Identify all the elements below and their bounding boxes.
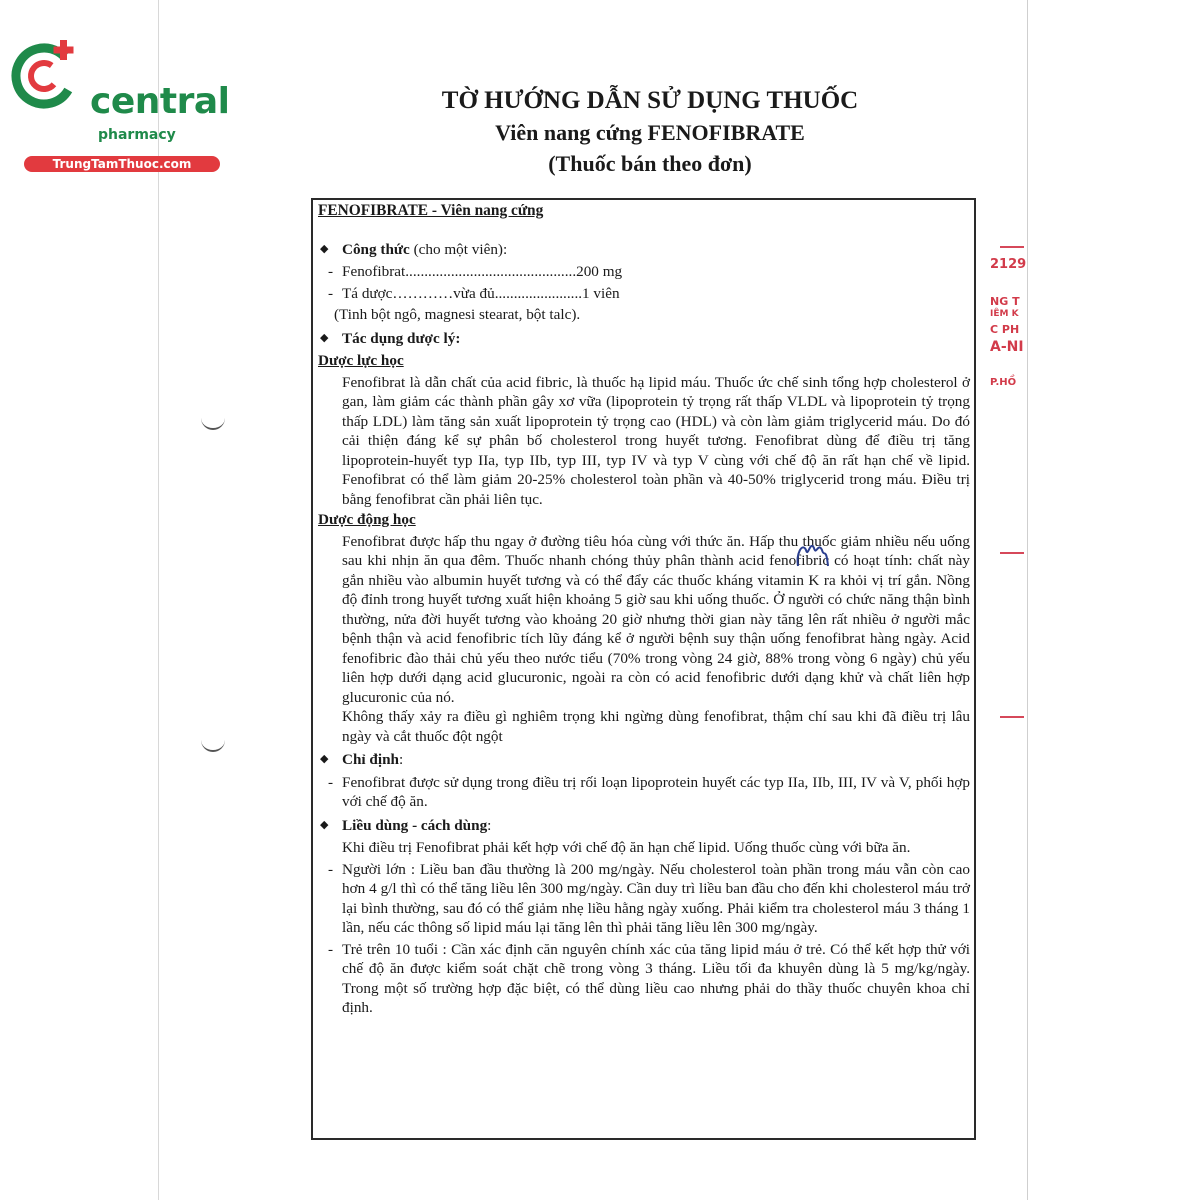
dosage-label: Liều dùng - cách dùng <box>342 816 488 834</box>
pharmacokinetics-text: Fenofibrat được hấp thu ngay ở đường tiêu hóa cùng với thức ăn. Hấp thu thuốc giảm nhiều nếu uống sau khi nhịn ăn qua đêm. Thuốc nhanh chóng thủy phân thành acid fenofibric có hoạt tính: chất này gắn nhiều vào albumin huyết tương và có thể đẩy các thuốc kháng vitamin K ra khỏi vị trí gắn. Nồng độ đỉnh trong huyết tương xuất hiện khoảng 5 giờ sau khi uống thuốc. Ở người có chức năng thận bình thường, nửa đời huyết tương vào khoảng 20 giờ nhưng thời gian này tăng lên rất nhiều ở người mắc bệnh thận và acid fenofibric tích lũy đáng kể ở người bệnh suy thận uống fenofibrat hàng ngày. Acid fenofibric đào thải chủ yếu theo nước tiểu (70% trong vòng 24 giờ, 88% trong vòng 6 ngày) chủ yếu liên hợp dưới dạng acid glucuronic, ngoài ra còn có acid fenofibric dưới dạng khử và chất liên hợp glucuronic của nó. <box>342 532 970 706</box>
diamond-bullet-icon: ◆ <box>320 818 329 831</box>
central-pharmacy-logo <box>10 38 230 171</box>
dash-mark: - <box>328 284 334 302</box>
indication-item <box>318 773 970 812</box>
pharmacokinetics-title: Dược động học <box>318 511 416 528</box>
prescription-note: (Thuốc bán theo đơn) <box>548 151 752 176</box>
stamp-line <box>1000 716 1024 718</box>
indication-label: Chỉ định <box>342 751 399 768</box>
content-body <box>318 201 970 1018</box>
box-title: FENOFIBRATE - Viên nang cứng <box>318 202 544 219</box>
dosage-label-suffix: : <box>487 816 492 834</box>
stamp-fragment: IÊM K <box>990 309 1019 319</box>
diamond-bullet-icon: ◆ <box>320 331 329 344</box>
pharmacology-heading <box>318 329 970 349</box>
stamp-fragment: NG T <box>990 295 1020 308</box>
logo-subtitle: pharmacy <box>98 127 176 143</box>
handwritten-initial <box>792 536 832 572</box>
indication-text: Fenofibrat được sử dụng trong điều trị rối loạn lipoprotein huyết các typ IIa, IIb, III, IV và V, phối hợp với chế độ ăn. <box>342 773 970 810</box>
dash-mark: - <box>328 263 334 280</box>
formula-row <box>318 284 970 304</box>
formula-row-text: Fenofibrat.............................................200 mg <box>342 263 623 280</box>
indication-label-suffix: : <box>399 751 404 768</box>
dosage-adult-text: Người lớn : Liều ban đầu thường là 200 mg/ngày. Nếu cholesterol toàn phần trong máu vẫn còn cao hơn 4 g/l thì có thể tăng liều lên 300 mg/ngày. Cần duy trì liều ban đầu cho đến khi cholesterol máu trở lại bình thường, sau đó có thể giảm nhẹ liều hằng ngày xuống. Phải kiểm tra cholesterol máu 3 tháng 1 lần, nếu các thông số lipid máu lại tăng lên thì phải tăng liều lên 300 mg/ngày. <box>342 860 970 936</box>
pharmacokinetics-text-2: Không thấy xảy ra điều gì nghiêm trọng khi ngừng dùng fenofibrat, thậm chí sau khi đã điều trị lâu ngày và cắt thuốc đột ngột <box>342 708 970 745</box>
formula-label: Công thức <box>342 240 410 258</box>
pharmacodynamics-text: Fenofibrat là dẫn chất của acid fibric, là thuốc hạ lipid máu. Thuốc ức chế sinh tổng hợp cholesterol ở gan, làm giảm các thành phần gây xơ vữa (lipoprotein tỷ trọng rất thấp VLDL và lipoprotein tỷ trọng thấp LDL) làm tăng sản xuất lipoprotein tỷ trọng cao (HDL) và còn làm giảm triglycerid máu. Do đó cải thiện đáng kể sự phân bố cholesterol trong huyết tương. Fenofibrat dùng để điều trị tăng lipoprotein-huyết typ IIa, typ IIb, typ III, typ IV và typ V cùng với chế độ ăn rất hạn chế về lipid. Fenofibrat có thể làm giảm 20-25% cholesterol toàn phần và 40-50% triglycerid trong máu. Điều trị bằng fenofibrat cần phải liên tục. <box>342 373 970 508</box>
formula-label-suffix: (cho một viên): <box>409 240 508 258</box>
dash-mark: - <box>328 773 334 791</box>
stamp-line <box>1000 246 1024 248</box>
pharmacodynamics-title: Dược lực học <box>318 352 404 369</box>
excipients: (Tinh bột ngô, magnesi stearat, bột talc). <box>334 306 581 323</box>
document-subtitle: Viên nang cứng FENOFIBRATE <box>495 120 805 145</box>
diamond-bullet-icon: ◆ <box>320 242 329 255</box>
logo-brand: central <box>90 81 230 122</box>
stamp-fragment: C PH <box>990 323 1020 336</box>
dosage-child-text: Trẻ trên 10 tuổi : Cần xác định căn nguyên chính xác của tăng lipid máu ở trẻ. Có thể kết hợp thử với chế độ ăn được kiểm soát chặt chẽ trong vòng 3 tháng. Liều tối đa khuyên dùng là 5 mg/kg/ngày. Trong một số trường hợp đặc biệt, có thể dùng liều cao nhưng phải do thầy thuốc chuyên khoa chỉ định. <box>342 940 970 1016</box>
dosage-intro: Khi điều trị Fenofibrat phải kết hợp với chế độ ăn hạn chế lipid. Uống thuốc cùng với bữa ăn. <box>342 839 911 856</box>
document-title: TỜ HƯỚNG DẪN SỬ DỤNG THUỐC <box>441 87 859 114</box>
formula-heading <box>318 240 970 260</box>
formula-row-text: Tá dược…………vừa đủ.......................1 viên <box>342 284 620 302</box>
formula-row <box>318 262 970 282</box>
stamp-fragment: P.HỒ <box>990 377 1017 388</box>
pharmacology-label: Tác dụng dược lý: <box>342 329 461 347</box>
logo-website: TrungTamThuoc.com <box>24 156 220 172</box>
stamp-line <box>1000 552 1024 554</box>
diamond-bullet-icon: ◆ <box>320 753 329 765</box>
dosage-child <box>318 940 970 1018</box>
indication-heading <box>318 750 970 770</box>
stamp-fragment: 2129 <box>990 257 1027 272</box>
pharmacy-cross-icon <box>10 38 90 118</box>
dosage-adult <box>318 860 970 938</box>
dosage-heading <box>318 816 970 836</box>
dash-mark: - <box>328 860 334 878</box>
dash-mark: - <box>328 940 334 958</box>
stamp-fragment: A-NI <box>990 339 1024 355</box>
